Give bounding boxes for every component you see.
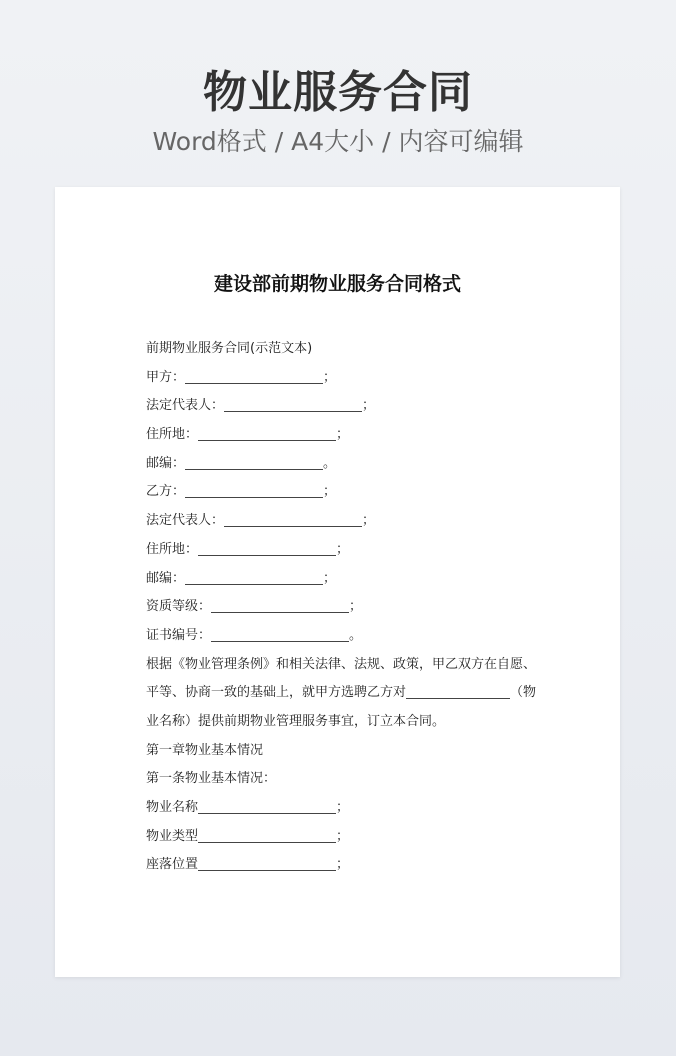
field-end: ； (336, 427, 350, 443)
field-end: ； (323, 570, 337, 586)
page-title: 物业服务合同 (203, 67, 473, 118)
field-end: 。 (349, 627, 363, 643)
fill-blank (198, 826, 336, 843)
document-body (146, 335, 541, 880)
fill-blank (198, 797, 336, 814)
field-end: ； (349, 599, 363, 615)
fill-blank (198, 424, 336, 441)
field-end: ； (323, 369, 337, 385)
page-subtitle: Word格式 / A4大小 / 内容可编辑 (152, 127, 524, 156)
field-end: ； (336, 828, 350, 844)
field-label: 邮编： (146, 570, 186, 586)
field-end: ； (336, 857, 350, 873)
field-label: 住所地： (146, 427, 199, 443)
fill-blank (211, 625, 349, 642)
chapter-heading: 第一章物业基本情况 (146, 742, 264, 758)
fill-blank (185, 481, 323, 498)
property-field-line (146, 794, 541, 823)
article-heading: 第一条物业基本情况： (146, 771, 277, 787)
document-page (55, 187, 620, 977)
preamble-paragraph (146, 651, 541, 737)
field-line (146, 392, 541, 421)
field-end: ； (323, 484, 337, 500)
fill-blank (198, 854, 336, 871)
field-label: 乙方： (146, 484, 186, 500)
field-label: 物业类型 (146, 828, 199, 844)
field-line (146, 478, 541, 507)
field-label: 法定代表人： (146, 513, 225, 529)
fill-blank (224, 510, 362, 527)
field-label: 法定代表人： (146, 398, 225, 414)
fill-blank (211, 596, 349, 613)
field-line (146, 593, 541, 622)
fill-blank (185, 453, 323, 470)
field-end: ； (336, 800, 350, 816)
field-line (146, 450, 541, 479)
document-title: 建设部前期物业服务合同格式 (213, 273, 461, 295)
document-intro: 前期物业服务合同(示范文本) (146, 341, 313, 356)
field-line (146, 507, 541, 536)
preamble-text-start: 根据《物业管理条例》和相关法律、法规、政策，甲乙双方在自愿、平等、协商一致的基础上，就甲方选聘乙方对 (146, 656, 537, 701)
property-field-line (146, 851, 541, 880)
field-end: ； (336, 541, 350, 557)
fill-blank (406, 682, 510, 699)
fill-blank (185, 568, 323, 585)
field-line (146, 421, 541, 450)
field-line (146, 622, 541, 651)
field-label: 座落位置 (146, 857, 199, 873)
fill-blank (224, 395, 362, 412)
field-label: 住所地： (146, 541, 199, 557)
field-end: ； (362, 513, 376, 529)
property-field-line (146, 823, 541, 852)
field-end: 。 (323, 455, 337, 471)
field-label: 邮编： (146, 455, 186, 471)
field-line (146, 364, 541, 393)
field-label: 甲方： (146, 369, 186, 385)
field-end: ； (362, 398, 376, 414)
field-line (146, 536, 541, 565)
field-label: 物业名称 (146, 800, 199, 816)
fill-blank (198, 539, 336, 556)
field-line (146, 565, 541, 594)
field-label: 证书编号： (146, 627, 212, 643)
preamble-text-end: （物业名称）提供前期物业管理服务事宜，订立本合同。 (146, 685, 537, 729)
fill-blank (185, 367, 323, 384)
field-label: 资质等级： (146, 599, 212, 615)
page-header (0, 64, 676, 158)
